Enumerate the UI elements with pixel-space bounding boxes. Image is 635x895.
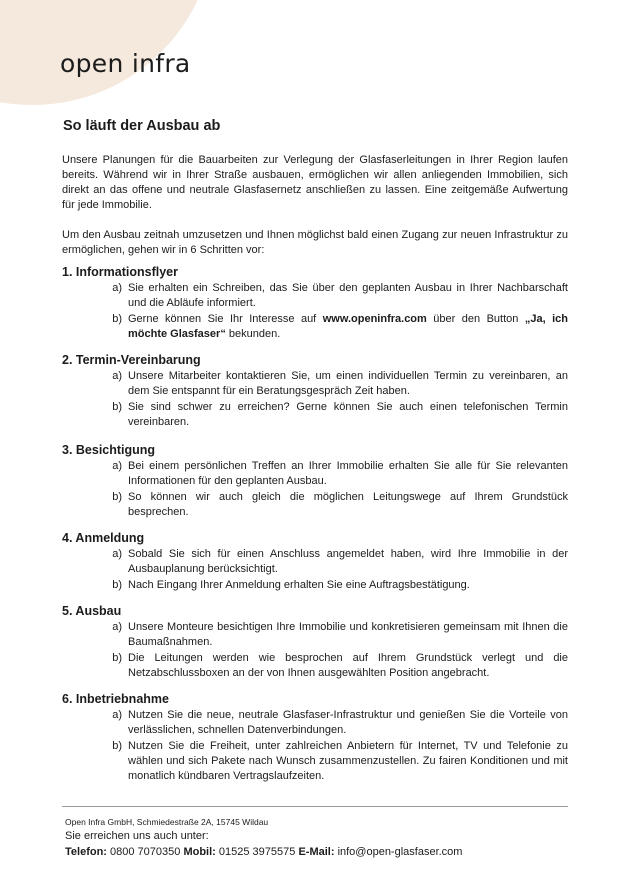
mobile-label: Mobil: xyxy=(183,846,216,858)
steps-list xyxy=(62,264,570,794)
step-1 xyxy=(62,264,570,342)
item-letter: a) xyxy=(112,460,122,472)
list-item xyxy=(62,281,570,311)
list-item xyxy=(62,708,570,738)
item-letter: b) xyxy=(112,313,122,325)
step-title: 4. Anmeldung xyxy=(62,531,145,545)
list-item xyxy=(62,620,570,650)
item-text: Sobald Sie sich für einen Anschluss angemeldet haben, wird Ihre Immobilie in der Ausbauplanung berücksichtigt. xyxy=(128,548,568,575)
open-infra-logo: open infra xyxy=(60,49,191,78)
website-link[interactable]: www.openinfra.com xyxy=(322,313,427,325)
page-title: So läuft der Ausbau ab xyxy=(63,118,221,134)
item-letter: a) xyxy=(112,709,122,721)
footer-contact-line xyxy=(65,846,462,858)
step-2 xyxy=(62,352,570,430)
phone-number[interactable]: 0800 7070350 xyxy=(110,846,181,858)
step-title: 5. Ausbau xyxy=(62,604,122,618)
footer-company-address: Open Infra GmbH, Schmiedestraße 2A, 15745 Wildau xyxy=(65,817,269,827)
footer-divider xyxy=(62,806,568,807)
footer-reach-text: Sie erreichen uns auch unter: xyxy=(65,830,209,842)
list-item xyxy=(62,400,570,430)
list-item xyxy=(62,490,570,520)
item-text: Sie sind schwer zu erreichen? Gerne können Sie auch einen telefonischen Termin vereinbaren. xyxy=(128,401,568,428)
item-letter: b) xyxy=(112,579,122,591)
steps-intro-paragraph: Um den Ausbau zeitnah umzusetzen und Ihnen möglichst bald einen Zugang zur neuen Infrastruktur zu ermöglichen, gehen wir in 6 Schritten vor: xyxy=(62,229,568,256)
item-letter: b) xyxy=(112,401,122,413)
list-item xyxy=(62,739,570,784)
cta-label: „Ja, ich möchte Glasfaser“ xyxy=(128,313,568,340)
list-item xyxy=(62,578,570,593)
item-letter: a) xyxy=(112,548,122,560)
email-label: E-Mail: xyxy=(298,846,335,858)
step-title: 1. Informationsflyer xyxy=(62,265,178,279)
item-text: Sie erhalten ein Schreiben, das Sie über den geplanten Ausbau in Ihrer Nachbarschaft und die Abläufe informiert. xyxy=(128,282,568,309)
item-text-mid: über den Button xyxy=(426,313,525,325)
item-text: Die Leitungen werden wie besprochen auf Ihrem Grundstück verlegt und die Netzabschlussboxen an der von Ihnen ausgewählten Position angebracht. xyxy=(128,652,568,679)
item-letter: b) xyxy=(112,652,122,664)
item-text-post: bekunden. xyxy=(225,328,281,340)
email-address[interactable]: info@open-glasfaser.com xyxy=(337,846,463,858)
list-item xyxy=(62,547,570,577)
item-text xyxy=(128,312,568,342)
item-letter: a) xyxy=(112,282,122,294)
item-text-pre: Gerne können Sie Ihr Interesse auf xyxy=(128,313,323,325)
list-item xyxy=(62,459,570,489)
step-6 xyxy=(62,691,570,784)
phone-label: Telefon: xyxy=(65,846,107,858)
item-text: Unsere Mitarbeiter kontaktieren Sie, um einen individuellen Termin zu vereinbaren, an dem Sie entspannt für ein Beratungsgespräch Zeit haben. xyxy=(128,370,568,397)
list-item xyxy=(62,369,570,399)
item-letter: b) xyxy=(112,491,122,503)
list-item xyxy=(62,312,570,342)
item-letter: b) xyxy=(112,740,122,752)
item-letter: a) xyxy=(112,621,122,633)
step-3 xyxy=(62,442,570,520)
item-text: Nach Eingang Ihrer Anmeldung erhalten Sie eine Auftragsbestätigung. xyxy=(128,579,470,591)
item-text: Nutzen Sie die Freiheit, unter zahlreichen Anbietern für Internet, TV und Telefonie zu wählen und sich Pakete nach Wunsch zusammenzustellen. Zu fairen Konditionen und mit monatlich kündbaren Vertragslaufzeiten. xyxy=(128,740,568,782)
step-4 xyxy=(62,530,570,593)
mobile-number[interactable]: 01525 3975575 xyxy=(218,846,296,858)
intro-paragraph: Unsere Planungen für die Bauarbeiten zur Verlegung der Glasfaserleitungen in Ihrer Region laufen bereits. Während wir in Ihrer Straße ausbauen, ermöglichen wir allen anliegenden Immobilien, sich direkt an das offene und neutrale Glasfasernetz anschließen zu lassen. Eine zeitgemäße Aufwertung für jede Immobilie. xyxy=(62,154,568,211)
step-title: 6. Inbetriebnahme xyxy=(62,692,169,706)
item-text: Unsere Monteure besichtigen Ihre Immobilie und konkretisieren gemeinsam mit Ihnen die Baumaßnahmen. xyxy=(128,621,568,648)
item-text: Bei einem persönlichen Treffen an Ihrer Immobilie erhalten Sie alle für Sie relevanten Informationen für den geplanten Ausbau. xyxy=(128,460,568,487)
item-letter: a) xyxy=(112,370,122,382)
step-title: 2. Termin-Vereinbarung xyxy=(62,353,201,367)
item-text: So können wir auch gleich die möglichen Leitungswege auf Ihrem Grundstück besprechen. xyxy=(128,491,568,518)
step-title: 3. Besichtigung xyxy=(62,443,156,457)
list-item xyxy=(62,651,570,681)
item-text: Nutzen Sie die neue, neutrale Glasfaser-Infrastruktur und genießen Sie die Vorteile von verlässlichen, schnellen Datenverbindungen. xyxy=(128,709,568,736)
step-5 xyxy=(62,603,570,681)
